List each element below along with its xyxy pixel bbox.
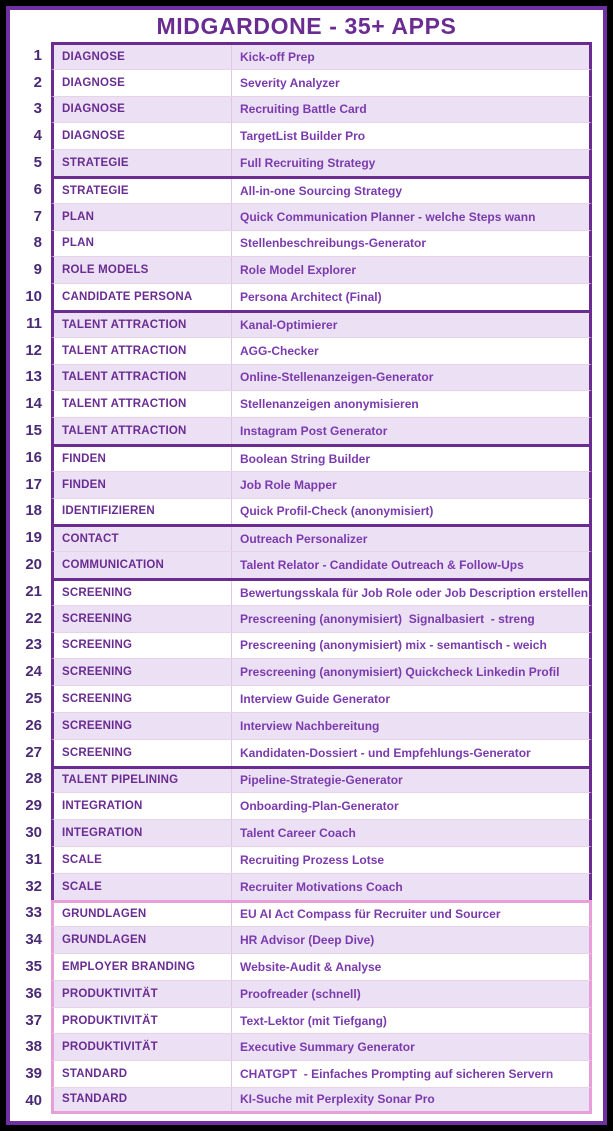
table-row bbox=[10, 1007, 603, 1034]
row-cells bbox=[51, 498, 592, 525]
row-cells bbox=[51, 1007, 592, 1034]
category-cell: GRUNDLAGEN bbox=[54, 927, 232, 953]
row-cells bbox=[51, 685, 592, 712]
row-number: 38 bbox=[10, 1033, 51, 1060]
row-cells bbox=[51, 712, 592, 739]
poster-frame bbox=[6, 6, 607, 1125]
row-number: 3 bbox=[10, 96, 51, 123]
category-cell: IDENTIFIZIEREN bbox=[54, 499, 232, 525]
app-name-cell: Onboarding-Plan-Generator bbox=[240, 799, 399, 814]
table-row bbox=[10, 1087, 603, 1114]
app-name-cell: Stellenanzeigen anonymisieren bbox=[240, 397, 419, 412]
category-cell: PRODUKTIVITÄT bbox=[54, 981, 232, 1007]
category-cell: TALENT ATTRACTION bbox=[54, 313, 232, 337]
category-cell: SCREENING bbox=[54, 581, 232, 605]
row-number: 17 bbox=[10, 471, 51, 498]
category-cell: DIAGNOSE bbox=[54, 123, 232, 149]
row-number: 31 bbox=[10, 846, 51, 873]
row-cells bbox=[51, 1033, 592, 1060]
category-cell: DIAGNOSE bbox=[54, 97, 232, 123]
row-cells bbox=[51, 149, 592, 176]
row-number: 21 bbox=[10, 578, 51, 605]
category-cell: TALENT ATTRACTION bbox=[54, 391, 232, 417]
category-cell: TALENT ATTRACTION bbox=[54, 338, 232, 364]
category-cell: INTEGRATION bbox=[54, 820, 232, 846]
app-name-cell: Job Role Mapper bbox=[240, 477, 337, 492]
row-number: 18 bbox=[10, 498, 51, 525]
category-cell: COMMUNICATION bbox=[54, 552, 232, 578]
table-row bbox=[10, 766, 603, 793]
row-cells bbox=[51, 819, 592, 846]
category-cell: SCREENING bbox=[54, 633, 232, 659]
table-row bbox=[10, 122, 603, 149]
table-row bbox=[10, 417, 603, 444]
row-cells bbox=[51, 283, 592, 310]
row-cells bbox=[51, 900, 592, 927]
category-cell: SCREENING bbox=[54, 686, 232, 712]
row-cells bbox=[51, 739, 592, 766]
app-name-cell: Outreach Personalizer bbox=[240, 532, 368, 547]
row-number: 29 bbox=[10, 792, 51, 819]
row-cells bbox=[51, 337, 592, 364]
row-cells bbox=[51, 658, 592, 685]
category-cell: SCREENING bbox=[54, 713, 232, 739]
table-row bbox=[10, 578, 603, 605]
category-cell: FINDEN bbox=[54, 447, 232, 471]
table-row bbox=[10, 873, 603, 900]
row-cells bbox=[51, 632, 592, 659]
row-number: 25 bbox=[10, 685, 51, 712]
app-name-cell: Talent Relator - Candidate Outreach & Follow-Ups bbox=[240, 558, 524, 573]
category-cell: DIAGNOSE bbox=[54, 45, 232, 69]
category-cell: PLAN bbox=[54, 204, 232, 230]
app-name-cell: Bewertungsskala für Job Role oder Job Description erstellen bbox=[240, 585, 589, 600]
app-name-cell: Text-Lektor (mit Tiefgang) bbox=[240, 1013, 387, 1028]
row-cells bbox=[51, 96, 592, 123]
category-cell: TALENT ATTRACTION bbox=[54, 365, 232, 391]
row-cells bbox=[51, 766, 592, 793]
row-number: 8 bbox=[10, 230, 51, 257]
app-name-cell: Boolean String Builder bbox=[240, 451, 371, 466]
table-row bbox=[10, 712, 603, 739]
category-cell: SCREENING bbox=[54, 740, 232, 766]
table-row bbox=[10, 792, 603, 819]
app-name-cell: Recruiter Motivations Coach bbox=[240, 879, 403, 894]
row-number: 10 bbox=[10, 283, 51, 310]
app-name-cell: Pipeline-Strategie-Generator bbox=[240, 773, 403, 788]
row-number: 1 bbox=[10, 42, 51, 69]
app-name-cell: Prescreening (anonymisiert) Signalbasiert - streng bbox=[240, 611, 535, 626]
category-cell: SCALE bbox=[54, 847, 232, 873]
row-cells bbox=[51, 390, 592, 417]
table-row bbox=[10, 283, 603, 310]
table-row bbox=[10, 69, 603, 96]
table-row bbox=[10, 96, 603, 123]
row-number: 35 bbox=[10, 953, 51, 980]
table-row bbox=[10, 337, 603, 364]
app-name-cell: Kanal-Optimierer bbox=[240, 317, 338, 332]
row-number: 37 bbox=[10, 1007, 51, 1034]
row-cells bbox=[51, 605, 592, 632]
table-row bbox=[10, 42, 603, 69]
page-title: MIDGARDONE - 35+ APPS bbox=[156, 13, 457, 39]
row-number: 40 bbox=[10, 1087, 51, 1114]
row-cells bbox=[51, 417, 592, 444]
row-cells bbox=[51, 69, 592, 96]
app-name-cell: Full Recruiting Strategy bbox=[240, 156, 376, 171]
table-row bbox=[10, 203, 603, 230]
table-row bbox=[10, 498, 603, 525]
row-cells bbox=[51, 1087, 592, 1114]
table-row bbox=[10, 1033, 603, 1060]
table-row bbox=[10, 632, 603, 659]
app-name-cell: Quick Communication Planner - welche Steps wann bbox=[240, 209, 536, 224]
app-name-cell: Instagram Post Generator bbox=[240, 424, 388, 439]
table-row bbox=[10, 739, 603, 766]
row-cells bbox=[51, 792, 592, 819]
row-cells bbox=[51, 176, 592, 203]
row-number: 34 bbox=[10, 926, 51, 953]
category-cell: TALENT PIPELINING bbox=[54, 769, 232, 793]
app-name-cell: Website-Audit & Analyse bbox=[240, 959, 382, 974]
row-number: 33 bbox=[10, 900, 51, 927]
row-number: 23 bbox=[10, 632, 51, 659]
app-name-cell: Prescreening (anonymisiert) Quickcheck Linkedin Profil bbox=[240, 665, 560, 680]
app-name-cell: Proofreader (schnell) bbox=[240, 986, 361, 1001]
row-cells bbox=[51, 953, 592, 980]
table-row bbox=[10, 685, 603, 712]
app-name-cell: Persona Architect (Final) bbox=[240, 290, 382, 305]
table-row bbox=[10, 819, 603, 846]
table-row bbox=[10, 658, 603, 685]
row-number: 32 bbox=[10, 873, 51, 900]
table-row bbox=[10, 390, 603, 417]
category-cell: SCREENING bbox=[54, 606, 232, 632]
app-name-cell: Kandidaten-Dossiert - und Empfehlungs-Generator bbox=[240, 745, 531, 760]
category-cell: PRODUKTIVITÄT bbox=[54, 1034, 232, 1060]
table-row bbox=[10, 176, 603, 203]
app-name-cell: Recruiting Battle Card bbox=[240, 102, 367, 117]
row-cells bbox=[51, 551, 592, 578]
app-name-cell: HR Advisor (Deep Dive) bbox=[240, 933, 375, 948]
app-name-cell: Role Model Explorer bbox=[240, 263, 357, 278]
app-name-cell: Recruiting Prozess Lotse bbox=[240, 852, 385, 867]
row-cells bbox=[51, 122, 592, 149]
table-row bbox=[10, 605, 603, 632]
table-row bbox=[10, 444, 603, 471]
row-number: 12 bbox=[10, 337, 51, 364]
row-number: 11 bbox=[10, 310, 51, 337]
row-number: 7 bbox=[10, 203, 51, 230]
category-cell: PLAN bbox=[54, 231, 232, 257]
row-number: 6 bbox=[10, 176, 51, 203]
table-row bbox=[10, 900, 603, 927]
category-cell: INTEGRATION bbox=[54, 793, 232, 819]
row-number: 28 bbox=[10, 766, 51, 793]
row-number: 5 bbox=[10, 149, 51, 176]
row-number: 9 bbox=[10, 256, 51, 283]
app-name-cell: Stellenbeschreibungs-Generator bbox=[240, 236, 427, 251]
row-cells bbox=[51, 42, 592, 69]
row-number: 22 bbox=[10, 605, 51, 632]
row-number: 24 bbox=[10, 658, 51, 685]
category-cell: DIAGNOSE bbox=[54, 70, 232, 96]
table-row bbox=[10, 524, 603, 551]
app-name-cell: EU AI Act Compass für Recruiter und Sourcer bbox=[240, 907, 501, 922]
category-cell: STRATEGIE bbox=[54, 150, 232, 176]
app-name-cell: KI-Suche mit Perplexity Sonar Pro bbox=[240, 1092, 435, 1107]
app-name-cell: Interview Nachbereitung bbox=[240, 718, 380, 733]
category-cell: GRUNDLAGEN bbox=[54, 903, 232, 927]
row-number: 13 bbox=[10, 364, 51, 391]
app-name-cell: Interview Guide Generator bbox=[240, 692, 391, 707]
row-cells bbox=[51, 364, 592, 391]
table-row bbox=[10, 926, 603, 953]
table-row bbox=[10, 256, 603, 283]
row-cells bbox=[51, 310, 592, 337]
table-row bbox=[10, 551, 603, 578]
app-name-cell: Executive Summary Generator bbox=[240, 1040, 415, 1055]
app-name-cell: AGG-Checker bbox=[240, 343, 319, 358]
row-cells bbox=[51, 524, 592, 551]
row-number: 26 bbox=[10, 712, 51, 739]
row-cells bbox=[51, 578, 592, 605]
row-cells bbox=[51, 471, 592, 498]
row-number: 16 bbox=[10, 444, 51, 471]
app-name-cell: Severity Analyzer bbox=[240, 75, 340, 90]
table-row bbox=[10, 471, 603, 498]
category-cell: FINDEN bbox=[54, 472, 232, 498]
table-row bbox=[10, 953, 603, 980]
row-number: 4 bbox=[10, 122, 51, 149]
row-number: 36 bbox=[10, 980, 51, 1007]
app-name-cell: Online-Stellenanzeigen-Generator bbox=[240, 370, 434, 385]
category-cell: EMPLOYER BRANDING bbox=[54, 954, 232, 980]
app-name-cell: TargetList Builder Pro bbox=[240, 129, 366, 144]
row-cells bbox=[51, 1060, 592, 1087]
row-number: 15 bbox=[10, 417, 51, 444]
app-name-cell: All-in-one Sourcing Strategy bbox=[240, 183, 403, 198]
row-cells bbox=[51, 846, 592, 873]
table-row bbox=[10, 310, 603, 337]
table-row bbox=[10, 846, 603, 873]
app-name-cell: Quick Profil-Check (anonymisiert) bbox=[240, 504, 434, 519]
table-row bbox=[10, 980, 603, 1007]
row-number: 19 bbox=[10, 524, 51, 551]
category-cell: STANDARD bbox=[54, 1088, 232, 1111]
row-number: 30 bbox=[10, 819, 51, 846]
category-cell: ROLE MODELS bbox=[54, 257, 232, 283]
row-number: 27 bbox=[10, 739, 51, 766]
category-cell: STRATEGIE bbox=[54, 179, 232, 203]
category-cell: SCREENING bbox=[54, 659, 232, 685]
category-cell: CONTACT bbox=[54, 527, 232, 551]
row-cells bbox=[51, 256, 592, 283]
category-cell: SCALE bbox=[54, 874, 232, 900]
row-number: 20 bbox=[10, 551, 51, 578]
table-row bbox=[10, 230, 603, 257]
table-row bbox=[10, 149, 603, 176]
category-cell: CANDIDATE PERSONA bbox=[54, 284, 232, 310]
row-cells bbox=[51, 203, 592, 230]
app-name-cell: Kick-off Prep bbox=[240, 49, 315, 64]
category-cell: STANDARD bbox=[54, 1061, 232, 1087]
app-name-cell: Talent Career Coach bbox=[240, 826, 356, 840]
row-cells bbox=[51, 230, 592, 257]
row-number: 2 bbox=[10, 69, 51, 96]
app-name-cell: Prescreening (anonymisiert) mix - semantisch - weich bbox=[240, 638, 547, 653]
category-cell: PRODUKTIVITÄT bbox=[54, 1008, 232, 1034]
table-row bbox=[10, 1060, 603, 1087]
row-cells bbox=[51, 926, 592, 953]
row-cells bbox=[51, 444, 592, 471]
row-cells bbox=[51, 873, 592, 900]
app-name-cell: CHATGPT - Einfaches Prompting auf sicheren Servern bbox=[240, 1067, 554, 1082]
table-row bbox=[10, 364, 603, 391]
apps-table bbox=[10, 42, 603, 1114]
row-number: 39 bbox=[10, 1060, 51, 1087]
category-cell: TALENT ATTRACTION bbox=[54, 418, 232, 444]
row-number: 14 bbox=[10, 390, 51, 417]
row-cells bbox=[51, 980, 592, 1007]
